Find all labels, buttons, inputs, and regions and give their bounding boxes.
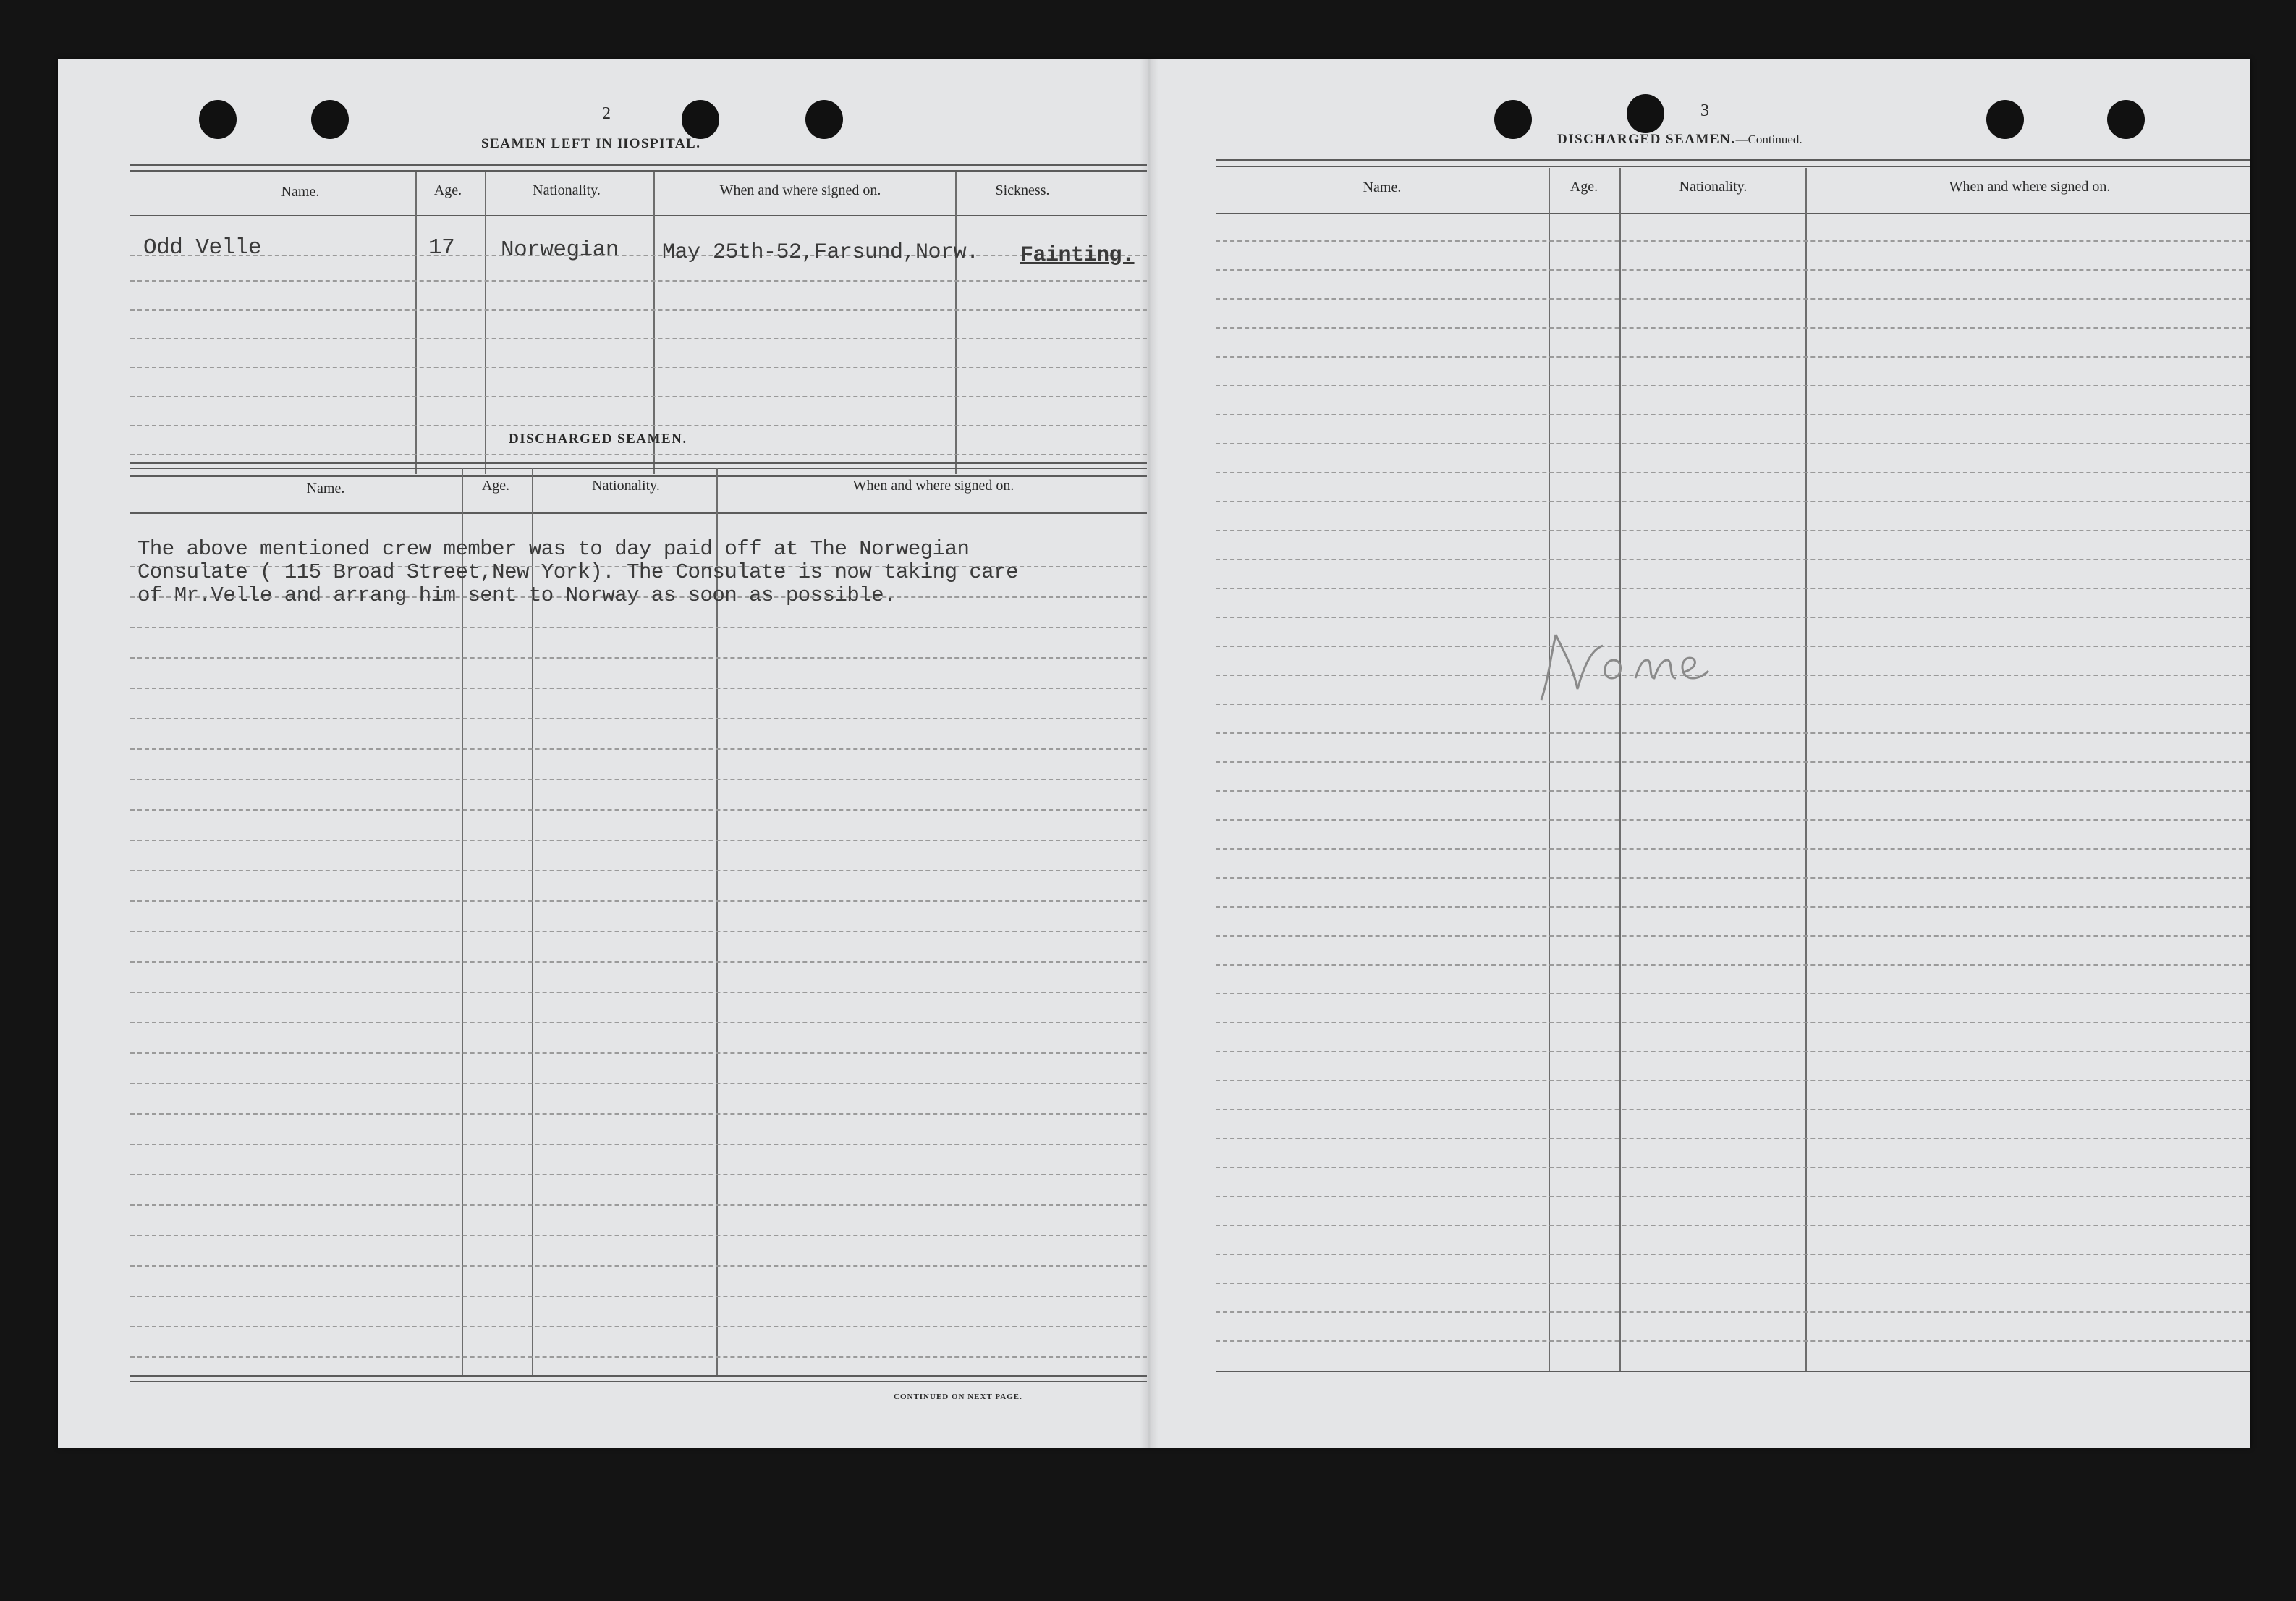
hospital-top-rule (130, 164, 1147, 166)
punch-hole (1986, 100, 2024, 139)
hospital-name: Odd Velle (143, 235, 261, 261)
col-name: Name. (281, 184, 320, 200)
col-name: Name. (306, 481, 345, 497)
ruled-line (130, 396, 1147, 397)
col-age: Age. (433, 182, 462, 198)
hospital-top-rule-2 (130, 170, 1147, 172)
col-divider (653, 172, 655, 474)
col-nationality: Nationality. (592, 478, 660, 494)
discharged-section-title: DISCHARGED SEAMEN. (509, 431, 687, 447)
center-fold (1140, 59, 1158, 1448)
right-bottom-rule (1216, 1371, 2250, 1372)
hospital-section-title: SEAMEN LEFT IN HOSPITAL. (481, 136, 701, 151)
col-divider (415, 172, 417, 474)
col-signed-on: When and where signed on. (1949, 179, 2111, 195)
punch-hole (1494, 100, 1532, 139)
punch-hole (805, 100, 843, 139)
continued-footer: CONTINUED ON NEXT PAGE. (894, 1393, 1022, 1401)
hospital-nationality: Norwegian (501, 237, 619, 263)
col-divider (485, 172, 486, 474)
right-title-suffix: —Continued. (1735, 132, 1803, 146)
right-title-text: DISCHARGED SEAMEN. (1557, 132, 1736, 147)
col-age: Age. (1570, 179, 1598, 195)
discharged-bottom-rule (130, 1375, 1147, 1377)
col-age: Age. (481, 478, 510, 494)
punch-hole (682, 100, 719, 139)
col-signed-on: When and where signed on. (719, 182, 881, 198)
ruled-line (130, 425, 1147, 426)
punch-hole (199, 100, 237, 139)
hospital-sickness: Fainting. (1020, 243, 1135, 268)
col-divider (1619, 168, 1621, 1371)
ruled-line (130, 454, 1147, 455)
discharge-note-line-3: of Mr.Velle and arrang him sent to Norway as soon as possible. (137, 583, 896, 607)
ruled-line (130, 309, 1147, 311)
ruled-line (130, 338, 1147, 339)
right-section-title (1557, 132, 1803, 148)
ruled-line (130, 255, 1147, 256)
ledger-sheet (58, 59, 2250, 1448)
col-nationality: Nationality. (1679, 179, 1748, 195)
discharge-note-line-1: The above mentioned crew member was to day paid off at The Norwegian (137, 537, 970, 561)
discharged-header-rule (130, 512, 1147, 514)
col-sickness: Sickness. (995, 182, 1050, 198)
discharge-note-line-2: Consulate ( 115 Broad Street,New York). The Consulate is now taking care (137, 560, 1019, 584)
col-divider (1805, 168, 1807, 1371)
col-name: Name. (1363, 179, 1402, 195)
hospital-bottom-rule (130, 475, 1147, 477)
ruled-line (130, 280, 1147, 282)
col-nationality: Nationality. (533, 182, 601, 198)
page-number-right: 3 (1700, 101, 1710, 120)
col-signed-on: When and where signed on. (852, 478, 1014, 494)
handwriting-mark (1534, 620, 1722, 707)
ruled-line (130, 367, 1147, 368)
discharged-top-rule-2 (130, 462, 1147, 464)
right-top-rule-2 (1216, 166, 2250, 167)
punch-hole (2107, 100, 2145, 139)
hospital-header-rule (130, 215, 1147, 216)
punch-hole (311, 100, 349, 139)
hospital-age: 17 (428, 235, 455, 261)
punch-hole (1627, 94, 1664, 133)
discharged-bottom-rule-2 (130, 1381, 1147, 1382)
hospital-signed-on: May 25th-52,Farsund,Norw. (662, 240, 979, 265)
discharged-header-top (130, 468, 1147, 469)
col-divider (955, 172, 957, 474)
right-top-rule (1216, 159, 2250, 161)
col-divider (1549, 168, 1550, 1371)
handwritten-none (1534, 620, 1722, 711)
right-header-rule (1216, 213, 2250, 214)
page-number-left: 2 (602, 104, 611, 123)
